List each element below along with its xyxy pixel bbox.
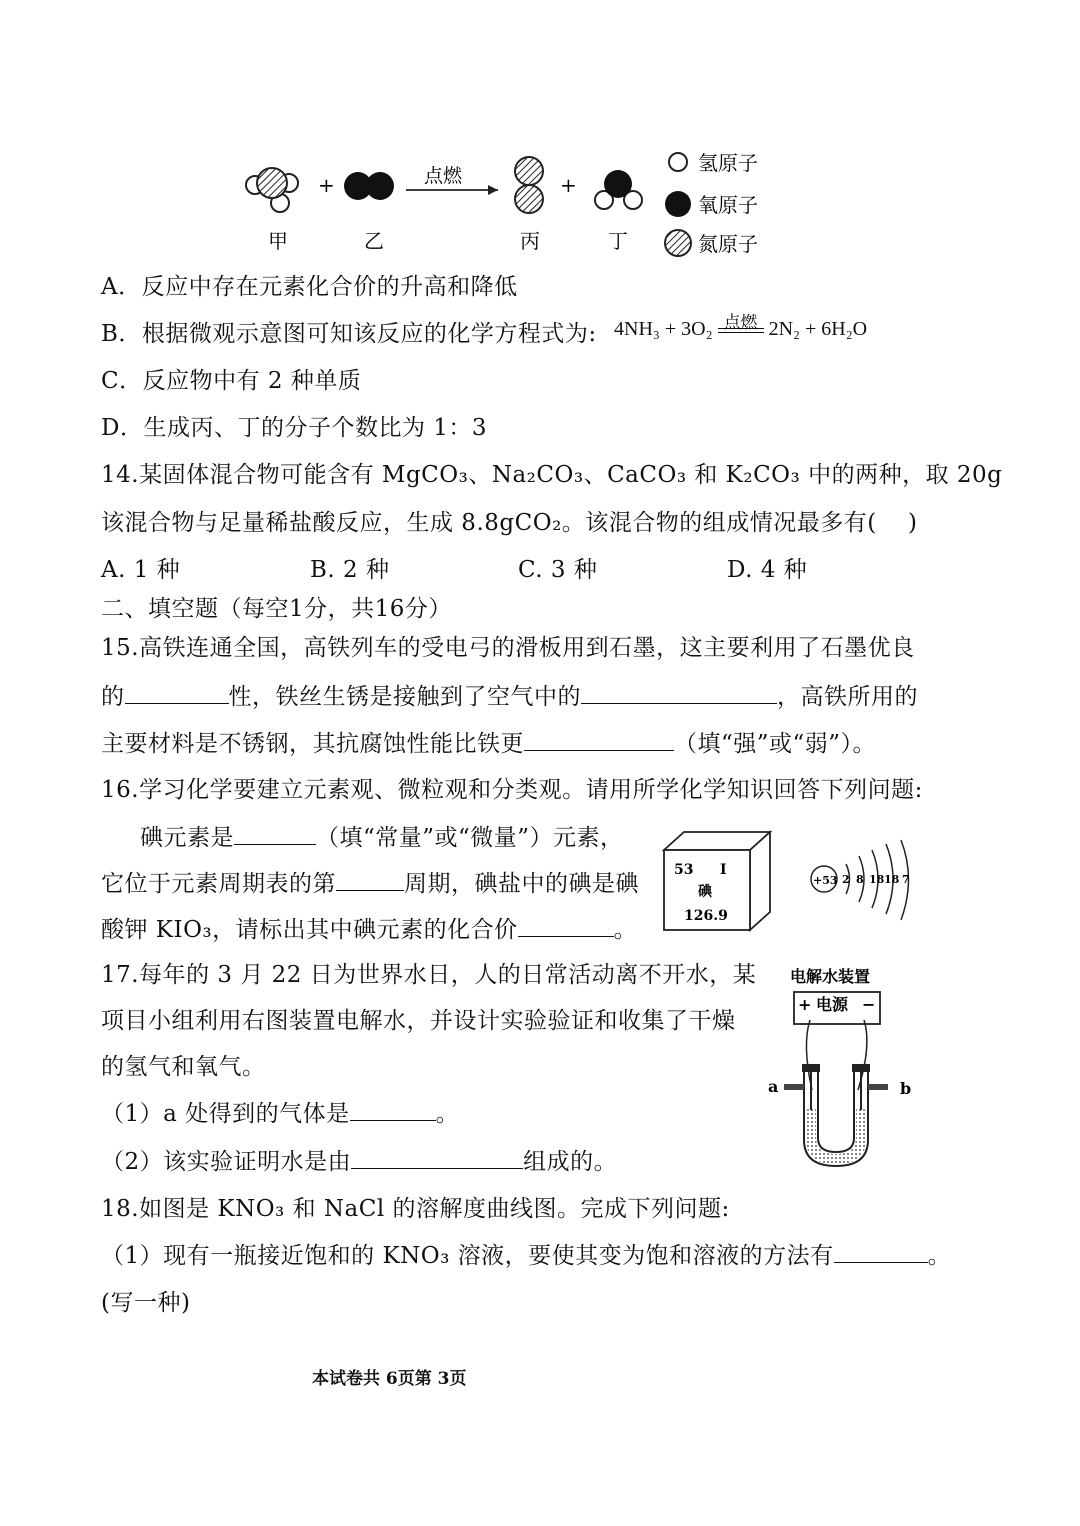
hydrogen-atom-icon [669, 153, 687, 171]
q13-option-a: A．反应中存在元素化合价的升高和降低 [101, 274, 518, 300]
nucleus-charge: +53 [813, 874, 838, 887]
q16-blank-2[interactable] [336, 868, 404, 891]
section-title: 二、填空题（每空1分，共16分） [101, 596, 452, 622]
shell-4: 18 [884, 873, 900, 886]
q17-line2: 项目小组利用右图装置电解水，并设计实验验证和收集了干燥 [101, 1008, 736, 1034]
label-yi: 乙 [364, 229, 384, 253]
q17-sub2: （2）该实验证明水是由 组成的。 [101, 1146, 617, 1177]
arrow-label: 点燃 [424, 165, 463, 187]
q17-line3: 的氢气和氧气。 [101, 1054, 266, 1080]
q18-blank-1[interactable] [834, 1240, 928, 1263]
power-label: 电源 [816, 995, 849, 1014]
element-card [662, 828, 774, 932]
q18-sub1-note: (写一种) [101, 1290, 191, 1316]
q14-paren-close: ) [908, 510, 918, 536]
legend-oxygen: 氧原子 [698, 193, 758, 217]
q15-blank-1[interactable] [125, 681, 229, 704]
q13-option-b: B．根据微观示意图可知该反应的化学方程式为: [101, 321, 597, 347]
apparatus-title: 电解水装置 [790, 967, 871, 986]
element-name: 碘 [698, 884, 712, 900]
equation-right: 2N₂ + 6H₂O [768, 318, 868, 340]
q15-line1: 15.高铁连通全国，高铁列车的受电弓的滑板用到石墨，这主要利用了石墨优良 [101, 635, 915, 661]
shell-3: 18 [869, 873, 885, 886]
q14-line2: 该混合物与足量稀盐酸反应，生成 8.8gCO₂。该混合物的组成情况最多有( [101, 510, 877, 536]
equation-left: 4NH₃ + 3O₂ [614, 318, 713, 340]
q13-equation [614, 313, 868, 341]
atom-structure-diagram [808, 838, 920, 924]
q14-option-b: B. 2 种 [310, 557, 390, 583]
q14-line1: 14.某固体混合物可能含有 MgCO₃、Na₂CO₃、CaCO₃ 和 K₂CO₃ 中的两种，取 20g [101, 462, 1003, 488]
atomic-number: 53 [674, 862, 694, 878]
plus-sign-2: + [560, 173, 577, 197]
outlet-a [784, 1084, 804, 1090]
element-symbol: I [720, 862, 727, 878]
nitrogen-atom-icon [665, 230, 691, 256]
legend-hydrogen: 氢原子 [698, 151, 758, 175]
q18-sub1: （1）现有一瓶接近饱和的 KNO₃ 溶液，要使其变为饱和溶液的方法有 。 [101, 1240, 951, 1271]
shell-5: 7 [902, 873, 910, 886]
atomic-mass: 126.9 [684, 908, 728, 924]
q16-blank-1[interactable] [234, 822, 316, 845]
reaction-diagram [240, 140, 800, 270]
oxygen-atom-icon [665, 191, 691, 217]
q17-line1: 17.每年的 3 月 22 日为世界水日，人的日常活动离不开水，某 [101, 962, 757, 988]
q17-blank-1[interactable] [350, 1098, 436, 1121]
q15-blank-2[interactable] [581, 681, 777, 704]
equation-condition: 点燃 [718, 328, 764, 341]
q16-line4: 酸钾 KIO₃，请标出其中碘元素的化合价 。 [101, 914, 637, 945]
shell-2: 8 [856, 873, 864, 886]
q14-option-a: A. 1 种 [101, 557, 181, 583]
plus-sign: + [318, 173, 335, 197]
molecule-yi [344, 172, 394, 200]
q17-sub1: （1）a 处得到的气体是 。 [101, 1098, 459, 1129]
q16-line3: 它位于元素周期表的第 周期，碘盐中的碘是碘 [101, 868, 639, 899]
q15-line3: 主要材料是不锈钢，其抗腐蚀性能比铁更 （填“强”或“弱”）。 [101, 728, 876, 759]
label-b: b [900, 1079, 912, 1098]
q15-line2: 的 性，铁丝生锈是接触到了空气中的 ，高铁所用的 [101, 681, 918, 712]
q14-option-d: D. 4 种 [727, 557, 808, 583]
q14-option-c: C. 3 种 [518, 557, 598, 583]
q13-option-c: C．反应物中有 2 种单质 [101, 368, 362, 394]
q16-line1: 16.学习化学要建立元素观、微粒观和分类观。请用所学化学知识回答下列问题: [101, 777, 923, 803]
q18-line1: 18.如图是 KNO₃ 和 NaCl 的溶解度曲线图。完成下列问题: [101, 1196, 730, 1222]
legend-nitrogen: 氮原子 [698, 232, 758, 256]
q17-blank-2[interactable] [351, 1146, 523, 1169]
shell-1: 2 [842, 873, 850, 886]
negative-terminal: − [862, 995, 876, 1014]
molecule-ding [595, 170, 642, 209]
molecule-jia [246, 168, 298, 212]
label-a: a [768, 1077, 779, 1096]
q16-line2: 碘元素是 （填“常量”或“微量”）元素， [140, 822, 624, 853]
label-ding: 丁 [608, 229, 628, 253]
positive-terminal: + [798, 995, 812, 1014]
q13-option-d: D．生成丙、丁的分子个数比为 1：3 [101, 415, 488, 441]
q15-blank-3[interactable] [524, 728, 674, 751]
label-jia: 甲 [268, 229, 288, 253]
legend [665, 151, 758, 256]
label-bing: 丙 [520, 229, 540, 253]
outlet-b [868, 1084, 888, 1090]
q16-blank-3[interactable] [518, 914, 614, 937]
molecule-bing [515, 157, 543, 213]
page-footer: 本试卷共 6页第 3页 [312, 1369, 467, 1389]
electrolysis-apparatus [762, 960, 922, 1170]
